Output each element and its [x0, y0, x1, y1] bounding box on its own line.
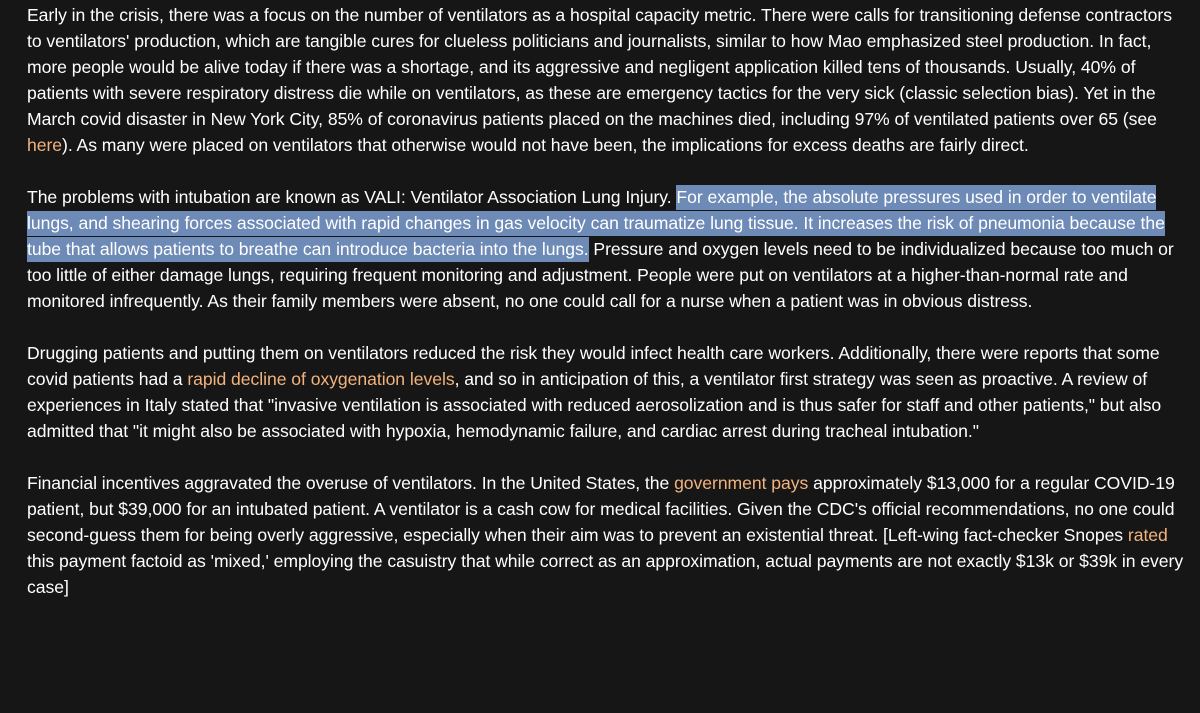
paragraph-text: Financial incentives aggravated the overuse of ventilators. In the United States, the	[27, 473, 675, 493]
paragraph-ventilator-metric	[27, 0, 1187, 158]
article-body	[27, 0, 1187, 626]
paragraph-text: Drugging patients and putting them on ventilators reduced the risk they would infect health care workers. Additionally, there were reports that some covid patients had a	[27, 343, 1160, 389]
paragraph-text: approximately $13,000 for a regular COVID-19 patient, but $39,000 for an intubated patient. A ventilator is a cash cow for medical facilities. Given the CDC's official recommendations, no one could second-guess them for being overly aggressive, especially when their aim was to prevent an existential threat. [Left-wing fact-checker Snopes	[27, 473, 1175, 545]
snopes-rated-link[interactable]: rated	[1127, 525, 1168, 545]
paragraph-vali	[27, 184, 1187, 314]
selected-text-highlight[interactable]: For example, the absolute pressures used in order to ventilate lungs, and shearing forces associated with rapid changes in gas velocity can traumatize lung tissue. It increases the risk of pneumonia because the tube that allows patients to breathe can introduce bacteria into the lungs.	[27, 185, 1165, 262]
paragraph-financial-incentives	[27, 470, 1187, 600]
paragraph-drugging-patients	[27, 340, 1187, 444]
paragraph-text: The problems with intubation are known as VALI: Ventilator Association Lung Injury.	[27, 187, 677, 207]
paragraph-text: Early in the crisis, there was a focus on the number of ventilators as a hospital capacity metric. There were calls for transitioning defense contractors to ventilators' production, which are tangible cures for clueless politicians and journalists, similar to how Mao emphasized steel production. In fact, more people would be alive today if there was a shortage, and its aggressive and negligent application killed tens of thousands. Usually, 40% of patients with severe respiratory distress die while on ventilators, as these are emergency tactics for the very sick (classic selection bias). Yet in the March covid disaster in New York City, 85% of coronavirus patients placed on the machines died, including 97% of ventilated patients over 65 (see	[27, 5, 1172, 129]
paragraph-text: Pressure and oxygen levels need to be individualized because too much or too little of either damage lungs, requiring frequent monitoring and adjustment. People were put on ventilators at a higher-than-normal rate and monitored infrequently. As their family members were absent, no one could call for a nurse when a patient was in obvious distress.	[27, 239, 1174, 311]
paragraph-text: , and so in anticipation of this, a ventilator first strategy was seen as proactive. A review of experiences in Italy stated that "invasive ventilation is associated with reduced aerosolization and is thus safer for staff and other patients," but also admitted that "it might also be associated with hypoxia, hemodynamic failure, and cardiac arrest during tracheal intubation."	[27, 369, 1162, 441]
paragraph-text: ). As many were placed on ventilators that otherwise would not have been, the implications for excess deaths are fairly direct.	[62, 135, 1029, 155]
paragraph-text: this payment factoid as 'mixed,' employing the casuistry that while correct as an approximation, actual payments are not exactly $13k or $39k in every case]	[27, 551, 1184, 597]
here-link[interactable]: here	[27, 135, 63, 155]
oxygenation-decline-link[interactable]: rapid decline of oxygenation levels	[187, 369, 455, 389]
government-pays-link[interactable]: government pays	[674, 473, 809, 493]
